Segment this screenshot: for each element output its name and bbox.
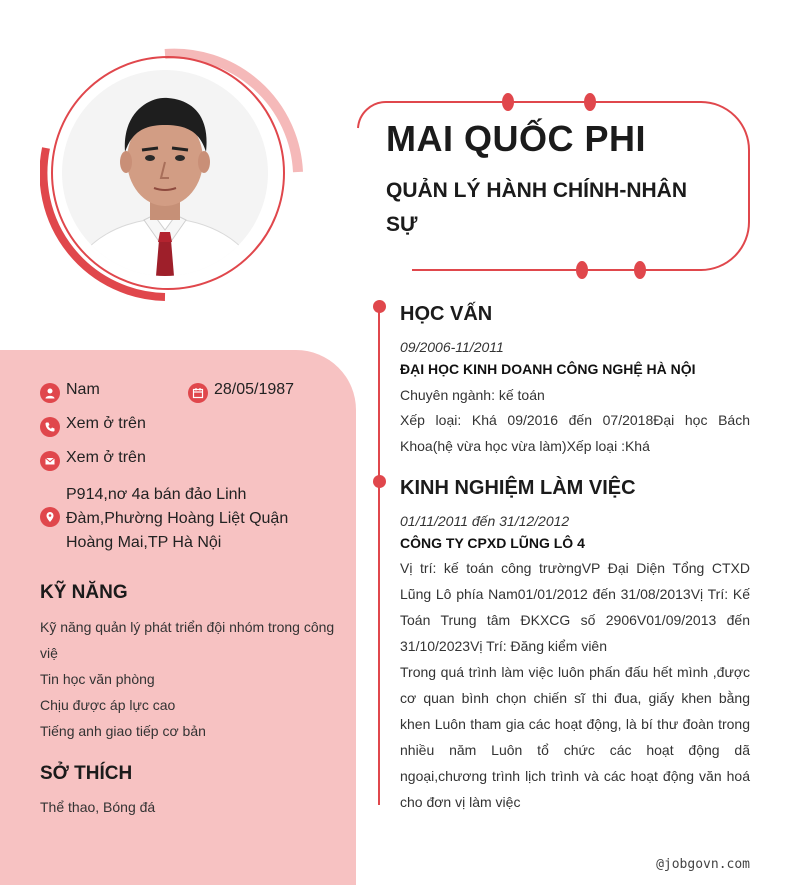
skill-item: Chịu được áp lực cao bbox=[40, 697, 176, 713]
skill-item: Tiếng anh giao tiếp cơ bản bbox=[40, 723, 206, 739]
profile-photo-frame bbox=[40, 48, 310, 308]
skill-item: Tin học văn phòng bbox=[40, 671, 155, 687]
contact-phone bbox=[40, 415, 146, 437]
candidate-name: MAI QUỐC PHI bbox=[386, 118, 647, 159]
job-title: QUẢN LÝ HÀNH CHÍNH-NHÂN SỰ bbox=[386, 179, 687, 236]
calendar-icon bbox=[188, 383, 208, 403]
timeline-dot-education bbox=[373, 300, 386, 313]
phone-icon bbox=[40, 417, 60, 437]
skills-list bbox=[40, 614, 340, 744]
contact-birthdate bbox=[188, 381, 294, 403]
timeline-dot-experience bbox=[373, 475, 386, 488]
timeline-line bbox=[378, 305, 380, 805]
phone-value: Xem ở trên bbox=[66, 415, 146, 432]
contact-email bbox=[40, 449, 146, 471]
hobbies-title: SỞ THÍCH bbox=[40, 763, 133, 784]
gender-value: Nam bbox=[66, 381, 100, 398]
experience-title: KINH NGHIỆM LÀM VIỆC bbox=[400, 477, 636, 499]
hobbies-text: Thể thao, Bóng đá bbox=[40, 799, 156, 815]
education-school: ĐẠI HỌC KINH DOANH CÔNG NGHỆ HÀ NỘI bbox=[400, 361, 696, 377]
experience-company: CÔNG TY CPXD LŨNG LÔ 4 bbox=[400, 535, 585, 551]
email-value: Xem ở trên bbox=[66, 449, 146, 466]
education-details: Xếp loại: Khá 09/2016 đến 07/2018Đại học Bách Khoa(hệ vừa học vừa làm)Xếp loại :Khá bbox=[400, 412, 750, 454]
contact-address bbox=[40, 483, 340, 555]
experience-positions: Vị trí: kế toán công trườngVP Đại Diện Tổng CTXD Lũng Lô phía Nam01/01/2012 đến 31/08/2013Vị Trí: Kế Toán Trung tâm ĐKXCG số 2906V01/09/2013 đến 31/10/2023Vị Trí: Đăng kiểm viên bbox=[400, 560, 750, 654]
education-period: 09/2006-11/2011 bbox=[400, 339, 504, 355]
contact-gender bbox=[40, 381, 100, 403]
address-value: P914,nơ 4a bán đảo Linh Đàm,Phường Hoàng Liệt Quận Hoàng Mai,TP Hà Nội bbox=[66, 486, 289, 551]
email-icon bbox=[40, 451, 60, 471]
location-icon bbox=[40, 507, 60, 527]
skills-title: KỸ NĂNG bbox=[40, 582, 128, 603]
avatar bbox=[62, 70, 268, 276]
source-watermark: @jobgovn.com bbox=[656, 857, 750, 872]
user-icon bbox=[40, 383, 60, 403]
experience-period: 01/11/2011 đến 31/12/2012 bbox=[400, 513, 570, 529]
birthdate-value: 28/05/1987 bbox=[214, 381, 295, 398]
education-major: Chuyên ngành: kế toán bbox=[400, 387, 545, 403]
skill-item: Kỹ năng quản lý phát triển đội nhóm trong công việ bbox=[40, 619, 335, 661]
experience-description: Trong quá trình làm việc luôn phấn đấu hết mình ,được cơ quan bình chọn chiến sĩ thi đua, giấy khen bằng khen Luôn tham gia các hoạt động, là bí thư đoàn trong nhiều năm Luôn tổ chức các hoạt động dã ngoại,chương trình lịch trình và các hoạt động văn hoá cho đơn vị làm việc bbox=[400, 664, 750, 810]
education-title: HỌC VẤN bbox=[400, 303, 493, 325]
